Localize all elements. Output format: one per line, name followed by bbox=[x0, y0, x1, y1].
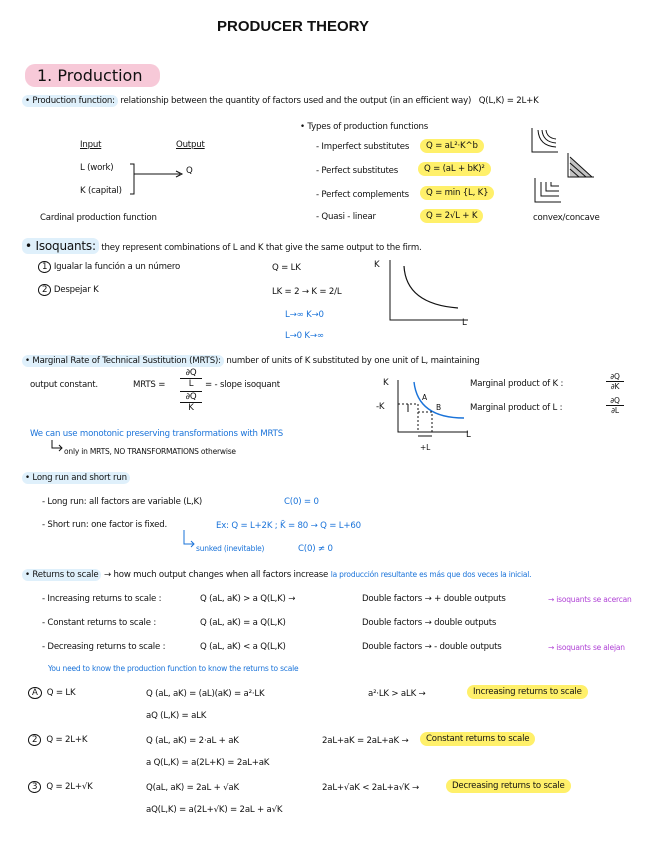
example-a-result: Increasing returns to scale bbox=[467, 685, 588, 699]
decreasing-returns-effect: Double factors → - double outputs bbox=[362, 642, 502, 652]
mp-l-num: ∂Q bbox=[610, 396, 620, 405]
example-2-compare: 2aL+aK = 2aL+aK → bbox=[322, 736, 409, 746]
example-3-line-2: aQ(L,K) = a(2L+√K) = 2aL + a√K bbox=[146, 805, 283, 815]
isoquant-step-2 bbox=[38, 285, 99, 295]
mp-k-den: ∂K bbox=[606, 381, 624, 391]
monotonic-subnote: only in MRTS, NO TRANSFORMATIONS otherwise bbox=[64, 447, 236, 456]
constant-returns-name: - Constant returns to scale : bbox=[42, 618, 157, 628]
mrts-line bbox=[22, 356, 480, 366]
mrts-den-top: ∂Q bbox=[180, 391, 202, 402]
example-3-line-1: Q(aL, aK) = 2aL + √aK bbox=[146, 783, 239, 793]
short-run-example: Ex: Q = L+2K ; K̄ = 80 → Q = L+60 bbox=[216, 521, 361, 531]
step-1-number: 1 bbox=[38, 261, 51, 273]
mp-k-num: ∂Q bbox=[610, 372, 620, 381]
type-perfect-subs-name: - Perfect substitutes bbox=[316, 166, 399, 176]
increasing-returns-isoquants: → isoquants se acercan bbox=[548, 595, 632, 604]
type-imperfect-name: - Imperfect substitutes bbox=[316, 142, 410, 152]
sunk-cost-note: sunked (inevitable) bbox=[196, 544, 265, 553]
isoquants-text: they represent combinations of L and K that give the same output to the firm. bbox=[101, 243, 422, 253]
sunk-hook-arrow-icon bbox=[182, 530, 196, 548]
production-function-text: relationship between the quantity of factors used and the output (in an efficient way) bbox=[120, 96, 472, 106]
long-run-text: - Long run: all factors are variable (L,K) bbox=[42, 497, 203, 507]
monotonic-note: We can use monotonic preserving transformations with MRTS bbox=[30, 429, 283, 439]
input-l: L (work) bbox=[80, 163, 114, 173]
type-perfect-compl-formula: Q = min {L, K} bbox=[420, 186, 494, 200]
short-run-cost: C(0) ≠ 0 bbox=[298, 544, 333, 554]
output-label: Output bbox=[176, 140, 205, 150]
increasing-returns-effect: Double factors → + double outputs bbox=[362, 594, 506, 604]
mp-l-den: ∂L bbox=[606, 405, 624, 415]
production-function-label: • Production function: bbox=[22, 95, 118, 107]
mrts-text-2: output constant. bbox=[30, 380, 98, 390]
example-2-line-1: Q (aL, aK) = 2·aL + aK bbox=[146, 736, 239, 746]
mrts-graph-a: A bbox=[422, 393, 427, 402]
long-run-cost: C(0) = 0 bbox=[284, 497, 319, 507]
constant-returns-condition: Q (aL, aK) = a Q(L,K) bbox=[200, 618, 286, 628]
type-perfect-compl-name: - Perfect complements bbox=[316, 190, 409, 200]
example-3-result: Decreasing returns to scale bbox=[446, 779, 571, 793]
returns-text: → how much output changes when all factors increase bbox=[103, 570, 329, 580]
input-output-arrow-icon bbox=[128, 160, 188, 200]
isoquants-label: • Isoquants: bbox=[22, 238, 99, 254]
type-perfect-subs-formula: Q = (aL + bK)² bbox=[418, 162, 491, 176]
example-2-result: Constant returns to scale bbox=[420, 732, 535, 746]
mrts-den-bot: K bbox=[180, 402, 202, 413]
example-3-compare: 2aL+√aK < 2aL+a√K → bbox=[322, 783, 419, 793]
step-2-text: Despejar K bbox=[53, 285, 99, 295]
decreasing-returns-isoquants: → isoquants se alejan bbox=[548, 643, 625, 652]
step-2-number: 2 bbox=[38, 284, 51, 296]
imperfect-substitutes-isoquant-icon bbox=[530, 128, 560, 154]
example-2-line-2: a Q(L,K) = a(2L+K) = 2aL+aK bbox=[146, 758, 270, 768]
step-1-equation: Q = LK bbox=[272, 263, 301, 273]
mrts-graph bbox=[392, 378, 472, 440]
input-label: Input bbox=[80, 140, 102, 150]
cardinal-production-function: Cardinal production function bbox=[40, 213, 157, 223]
perfect-substitutes-lines-icon bbox=[566, 153, 596, 179]
example-a-compare: a²·LK > aLK → bbox=[368, 689, 426, 699]
returns-label: • Returns to scale bbox=[22, 569, 101, 581]
page-title: PRODUCER THEORY bbox=[217, 18, 369, 35]
isoquant-step-1 bbox=[38, 262, 180, 272]
types-heading: • Types of production functions bbox=[300, 122, 429, 132]
mrts-formula-label: MRTS = bbox=[133, 380, 166, 390]
section-heading-production: 1. Production bbox=[25, 64, 160, 87]
isoquant-graph-l-axis: L bbox=[462, 318, 467, 328]
decreasing-returns-name: - Decreasing returns to scale : bbox=[42, 642, 166, 652]
example-2-number: 2 bbox=[28, 734, 41, 746]
production-function-example: Q(L,K) = 2L+K bbox=[478, 96, 539, 106]
step-1-text: Igualar la función a un número bbox=[53, 262, 181, 272]
type-imperfect-formula: Q = aL²·K^b bbox=[420, 139, 484, 153]
example-2-function: Q = 2L+K bbox=[46, 735, 88, 745]
increasing-returns-condition: Q (aL, aK) > a Q(L,K) → bbox=[200, 594, 296, 604]
convex-concave-label: convex/concave bbox=[533, 213, 600, 223]
mrts-label: • Marginal Rate of Technical Sustitution (MRTS): bbox=[22, 355, 224, 367]
mrts-graph-b: B bbox=[436, 403, 441, 412]
returns-note: la producción resultante es más que dos veces la inicial. bbox=[330, 570, 532, 579]
example-3-label bbox=[28, 782, 93, 792]
short-run-text: - Short run: one factor is fixed. bbox=[42, 520, 168, 530]
hook-arrow-icon bbox=[50, 440, 64, 454]
increasing-returns-name: - Increasing returns to scale : bbox=[42, 594, 162, 604]
isoquant-limit-2: L→0 K→∞ bbox=[285, 331, 324, 341]
mrts-graph-minus-k: -K bbox=[376, 402, 385, 412]
example-3-number: 3 bbox=[28, 781, 41, 793]
marginal-product-l-label: Marginal product of L : bbox=[470, 403, 563, 413]
example-2-label bbox=[28, 735, 87, 745]
perfect-complements-l-shape-icon bbox=[533, 178, 563, 204]
constant-returns-effect: Double factors → double outputs bbox=[362, 618, 497, 628]
isoquant-graph bbox=[384, 258, 474, 328]
mrts-graph-plus-l: +L bbox=[420, 443, 431, 452]
example-a-function: Q = LK bbox=[46, 688, 76, 698]
input-k: K (capital) bbox=[80, 186, 122, 196]
production-function-line bbox=[22, 96, 539, 106]
step-2-equation: LK = 2 → K = 2/L bbox=[272, 287, 342, 297]
isoquant-limit-1: L→∞ K→0 bbox=[285, 310, 324, 320]
marginal-product-k-label: Marginal product of K : bbox=[470, 379, 564, 389]
decreasing-returns-condition: Q (aL, aK) < a Q(L,K) bbox=[200, 642, 286, 652]
mrts-graph-l: L bbox=[466, 430, 471, 440]
mrts-num-bot: L bbox=[180, 378, 202, 389]
returns-need-note: You need to know the production function to know the returns to scale bbox=[48, 664, 299, 673]
marginal-product-l-fraction bbox=[606, 396, 624, 415]
type-quasi-linear-formula: Q = 2√L + K bbox=[420, 209, 483, 223]
isoquants-line bbox=[22, 239, 422, 253]
example-a-line-1: Q (aL, aK) = (aL)(aK) = a²·LK bbox=[146, 689, 265, 699]
isoquant-graph-k-axis: K bbox=[374, 260, 380, 270]
runs-label: • Long run and short run bbox=[22, 472, 130, 484]
example-a-label bbox=[28, 688, 75, 698]
marginal-product-k-fraction bbox=[606, 372, 624, 391]
mrts-text: number of units of K substituted by one unit of L, maintaining bbox=[226, 356, 480, 366]
example-a-number: A bbox=[28, 687, 42, 699]
example-a-line-2: aQ (L,K) = aLK bbox=[146, 711, 207, 721]
returns-heading-line bbox=[22, 570, 531, 580]
mrts-num-top: ∂Q bbox=[185, 368, 197, 378]
example-3-function: Q = 2L+√K bbox=[46, 782, 93, 792]
runs-heading-line bbox=[22, 473, 130, 483]
mrts-graph-k: K bbox=[383, 378, 389, 388]
type-quasi-linear-name: - Quasi - linear bbox=[316, 212, 376, 222]
output-q: Q bbox=[186, 166, 193, 176]
mrts-slope: = - slope isoquant bbox=[205, 380, 280, 390]
mrts-fraction bbox=[180, 368, 202, 413]
